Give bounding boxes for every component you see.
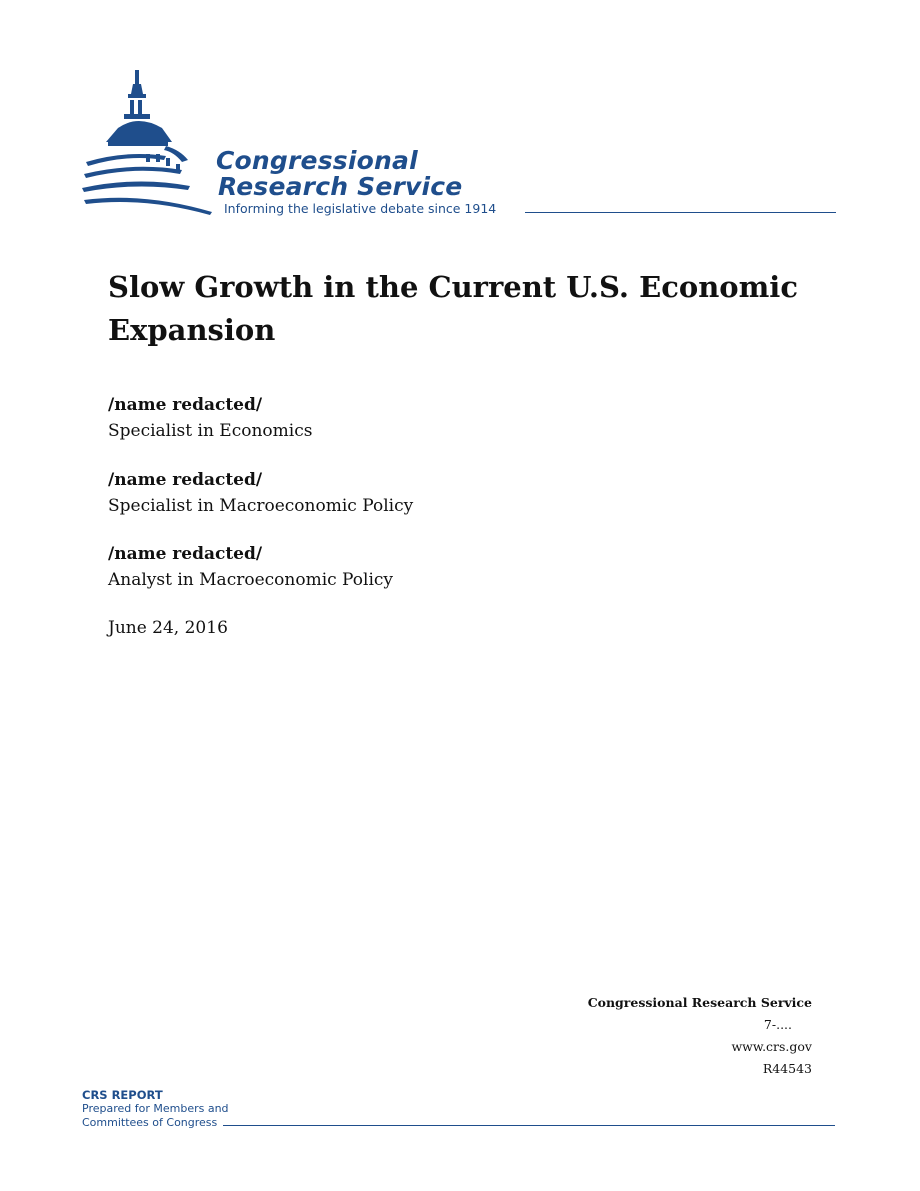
capitol-dome-icon — [78, 66, 218, 226]
report-title: Slow Growth in the Current U.S. Economic Expansion — [108, 270, 798, 347]
author-role: Specialist in Economics — [108, 421, 313, 441]
author-name: /name redacted/ — [108, 544, 263, 564]
crs-report-title: CRS REPORT — [82, 1088, 163, 1102]
logo-divider — [525, 212, 836, 213]
publisher-info — [588, 992, 812, 1080]
crs-logo — [78, 66, 838, 226]
crs-report-line2: Prepared for Members and — [82, 1102, 229, 1115]
logo-tagline: Informing the legislative debate since 1914 — [224, 201, 497, 216]
publisher-name: Congressional Research Service — [587, 995, 812, 1010]
author-role: Analyst in Macroeconomic Policy — [108, 570, 394, 590]
logo-title-line2: Research Service — [218, 172, 463, 201]
crs-report-label — [82, 1088, 229, 1130]
report-id: R44543 — [762, 1061, 812, 1076]
crs-report-line3: Committees of Congress — [82, 1116, 218, 1129]
website-link[interactable]: www.crs.gov — [731, 1039, 812, 1054]
logo-title-line1: Congressional — [216, 146, 418, 175]
footer-divider — [223, 1125, 835, 1126]
author-name: /name redacted/ — [108, 470, 263, 490]
author-block-2 — [108, 467, 413, 519]
author-name: /name redacted/ — [108, 395, 263, 415]
author-block-1 — [108, 392, 312, 444]
report-date: June 24, 2016 — [108, 618, 228, 638]
phone-number: 7-.... — [763, 1017, 792, 1032]
author-block-3 — [108, 541, 393, 593]
author-role: Specialist in Macroeconomic Policy — [108, 496, 414, 516]
